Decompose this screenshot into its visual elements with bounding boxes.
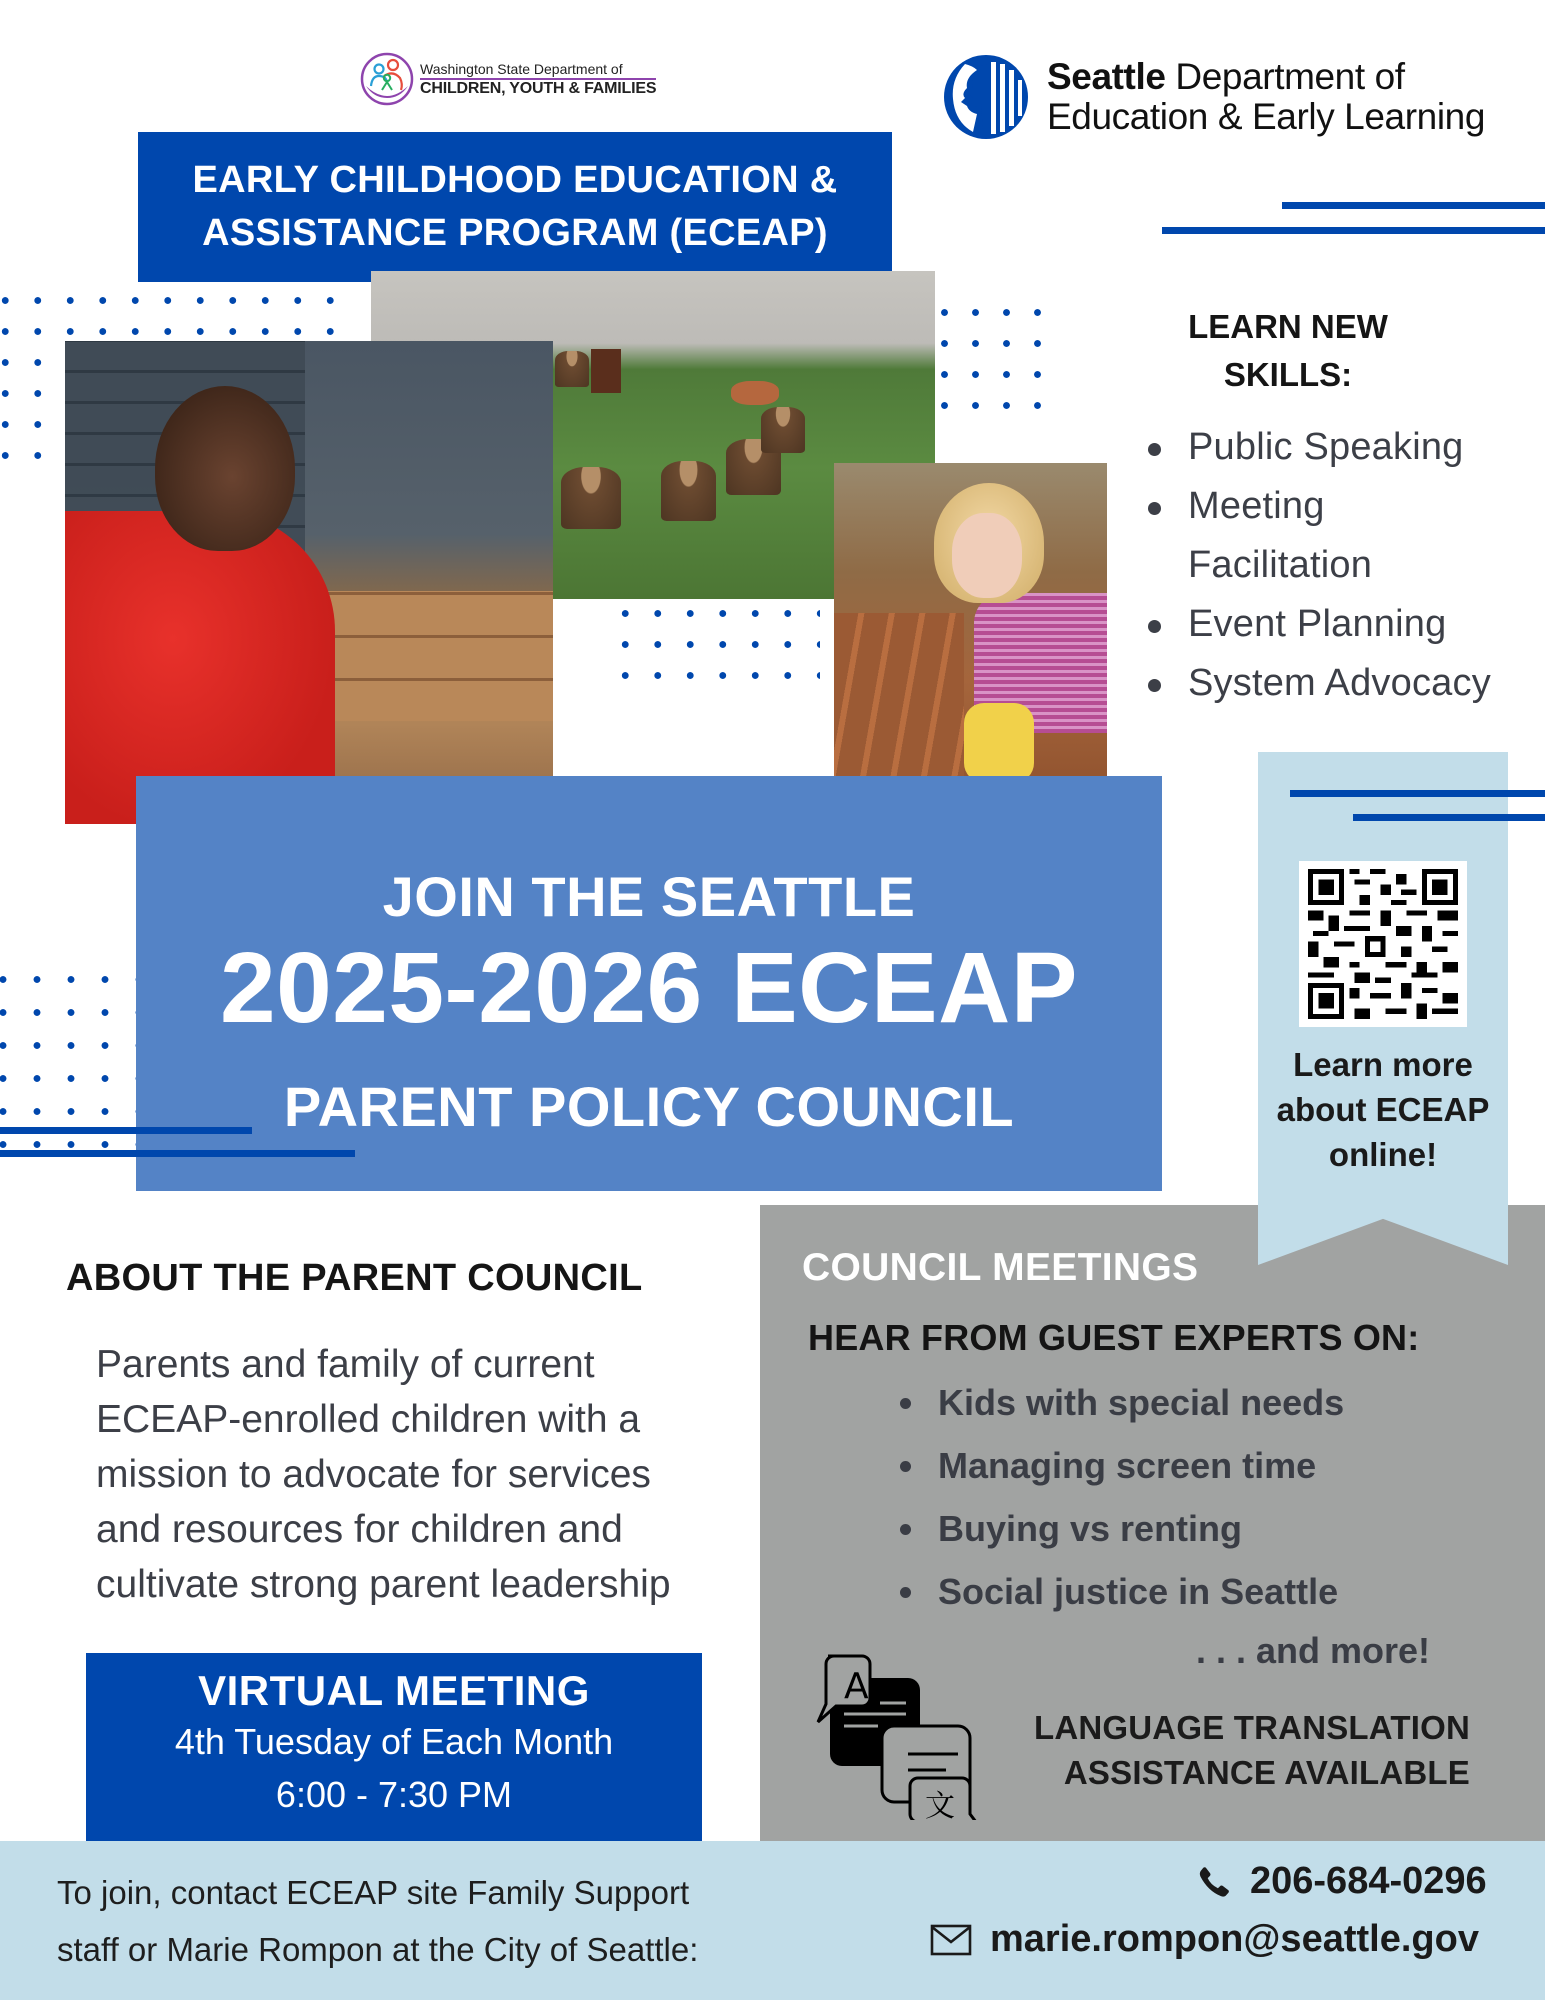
seattle-dept-logo — [943, 54, 1485, 140]
bullet-icon — [1148, 679, 1161, 692]
email-contact[interactable] — [930, 1918, 1479, 1961]
bullet-icon — [900, 1461, 911, 1472]
expert-topics-list — [898, 1371, 1344, 1623]
dcyf-line1: Washington State Department of — [420, 61, 656, 80]
translation-icon — [808, 1650, 988, 1820]
phone-number[interactable]: 206-684-0296 — [1250, 1860, 1487, 1902]
topic-item: Managing screen time — [898, 1434, 1344, 1497]
decor-line — [0, 1127, 252, 1134]
email-address[interactable]: marie.rompon@seattle.gov — [990, 1918, 1479, 1960]
skill-item: System Advocacy — [1148, 654, 1491, 713]
main-title-block — [136, 776, 1162, 1191]
meeting-schedule: 4th Tuesday of Each Month — [174, 1721, 614, 1762]
skill-item: Event Planning — [1148, 595, 1491, 654]
topic-item: Buying vs renting — [898, 1497, 1344, 1560]
language-assistance-text: LANGUAGE TRANSLATION ASSISTANCE AVAILABLE — [1033, 1709, 1470, 1791]
and-more-text: . . . and more! — [1196, 1630, 1431, 1671]
council-meetings-heading: COUNCIL MEETINGS — [802, 1246, 1199, 1289]
decor-line — [1290, 790, 1545, 797]
mail-icon — [930, 1924, 972, 1956]
skill-item-continuation: Facilitation — [1188, 544, 1373, 586]
virtual-meeting-title: VIRTUAL MEETING — [198, 1667, 590, 1714]
photo-girl-at-bench — [834, 463, 1107, 827]
virtual-meeting-box — [86, 1653, 702, 1843]
about-description: Parents and family of current ECEAP-enrolled children with a mission to advocate for services and resources for children and cultivate strong parent leadership — [96, 1343, 671, 1606]
photo-boy-playing — [65, 341, 553, 824]
decor-line — [1353, 814, 1545, 821]
skill-item: Public Speaking — [1148, 418, 1491, 477]
skills-heading: LEARN NEW SKILLS: — [1188, 308, 1388, 393]
bullet-icon — [1148, 443, 1161, 456]
svg-text:A: A — [844, 1666, 869, 1707]
title-line2: 2025-2026 ECEAP — [219, 932, 1079, 1044]
banner-line1: EARLY CHILDHOOD EDUCATION & — [192, 159, 838, 201]
meeting-time: 6:00 - 7:30 PM — [275, 1774, 513, 1815]
bullet-icon — [900, 1587, 911, 1598]
title-line1: JOIN THE SEATTLE — [382, 865, 916, 928]
title-line3: PARENT POLICY COUNCIL — [283, 1075, 1015, 1138]
guest-experts-heading: HEAR FROM GUEST EXPERTS ON: — [808, 1317, 1420, 1358]
contact-instructions: To join, contact ECEAP site Family Support staff or Marie Rompon at the City of Seattle: — [57, 1874, 699, 1968]
svg-text:文: 文 — [925, 1789, 955, 1820]
eceap-program-banner — [138, 132, 892, 282]
skills-list — [1148, 418, 1491, 713]
seattle-seal-icon — [943, 54, 1029, 140]
dcyf-line2: CHILDREN, YOUTH & FAMILIES — [420, 79, 657, 97]
qr-code-icon — [1307, 869, 1459, 1019]
seattle-logo-line2: Education & Early Learning — [1047, 96, 1485, 137]
phone-icon — [1196, 1864, 1232, 1900]
dcyf-family-icon — [360, 52, 414, 106]
bullet-icon — [900, 1398, 911, 1409]
qr-code[interactable] — [1299, 861, 1467, 1027]
bullet-icon — [1148, 502, 1161, 515]
topic-item: Kids with special needs — [898, 1371, 1344, 1434]
decor-line — [1162, 227, 1545, 234]
learn-more-text: Learn more about ECEAP online! — [1276, 1046, 1490, 1173]
seattle-logo-line1: Seattle Department of — [1047, 56, 1405, 97]
about-heading: ABOUT THE PARENT COUNCIL — [66, 1257, 643, 1299]
skill-item: Meeting — [1148, 477, 1491, 536]
topic-item: Social justice in Seattle — [898, 1560, 1344, 1623]
dcyf-logo — [360, 52, 656, 106]
decor-line — [1282, 202, 1545, 209]
bullet-icon — [900, 1524, 911, 1535]
dot-pattern — [940, 297, 1065, 427]
decor-line — [0, 1150, 355, 1157]
banner-line2: ASSISTANCE PROGRAM (ECEAP) — [202, 212, 828, 254]
bullet-icon — [1148, 620, 1161, 633]
phone-contact[interactable] — [1196, 1860, 1487, 1903]
dot-pattern — [620, 598, 820, 698]
